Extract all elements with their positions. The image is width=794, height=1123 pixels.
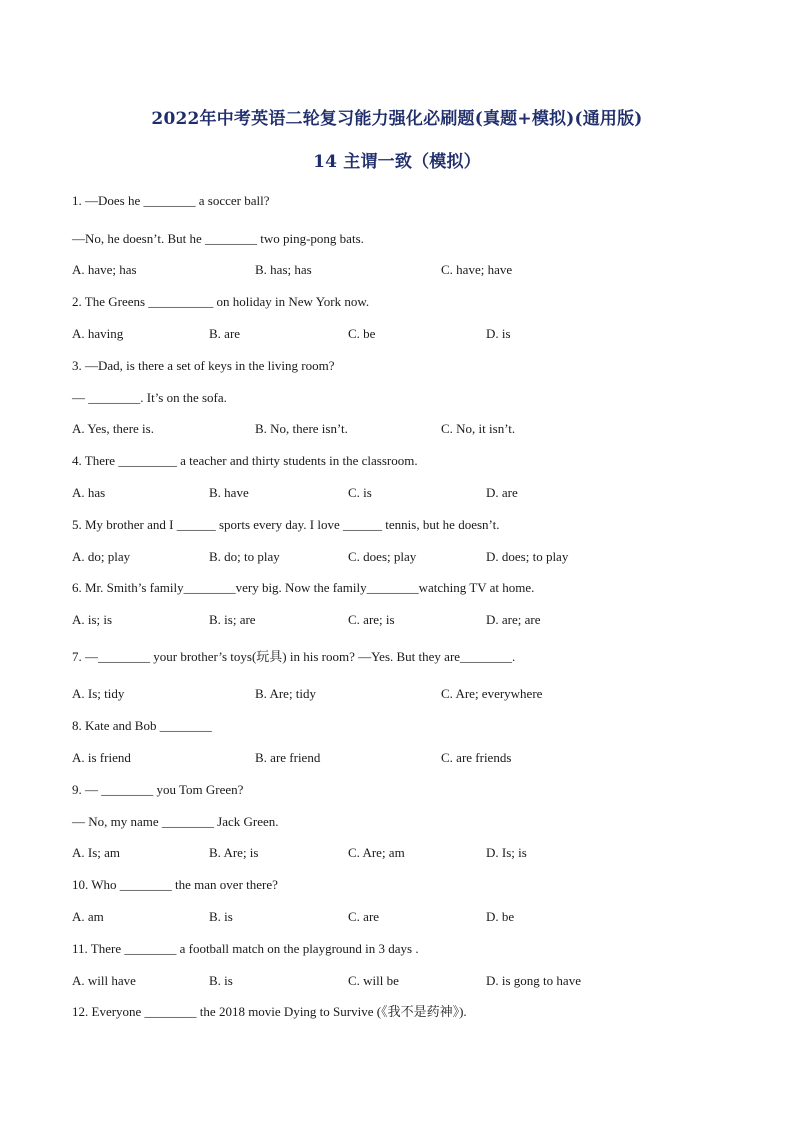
question-7-option-b: B. Are; tidy xyxy=(255,686,317,701)
question-9-option-b: B. Are; is xyxy=(209,845,259,860)
question-5-option-a: A. do; play xyxy=(72,549,131,564)
question-6-stem: 6. Mr. Smith’s family________very big. Now the family________watching TV at home. xyxy=(72,580,535,595)
question-10-option-b: B. is xyxy=(209,909,233,924)
question-4-option-c: C. is xyxy=(348,485,372,500)
question-4-stem: 4. There _________ a teacher and thirty students in the classroom. xyxy=(72,453,418,468)
question-5-stem: 5. My brother and I ______ sports every day. I love ______ tennis, but he doesn’t. xyxy=(72,517,500,532)
question-10-stem: 10. Who ________ the man over there? xyxy=(72,877,278,892)
question-10-option-a: A. am xyxy=(72,909,104,924)
question-9-option-d: D. Is; is xyxy=(486,845,527,860)
question-8-option-b: B. are friend xyxy=(255,750,321,765)
question-6-option-c: C. are; is xyxy=(348,612,395,627)
question-1-option-b: B. has; has xyxy=(255,262,312,277)
question-7-option-a: A. Is; tidy xyxy=(72,686,125,701)
question-1-stem-2: —No, he doesn’t. But he ________ two ping-pong bats. xyxy=(72,231,364,246)
question-9-option-a: A. Is; am xyxy=(72,845,121,860)
question-5-option-d: D. does; to play xyxy=(486,549,569,564)
document-subtitle: 14 主谓一致（模拟） xyxy=(313,152,481,172)
question-11-option-d: D. is gong to have xyxy=(486,973,581,988)
question-3-option-a: A. Yes, there is. xyxy=(72,421,154,436)
question-11-option-b: B. is xyxy=(209,973,233,988)
question-1-stem: 1. —Does he ________ a soccer ball? xyxy=(72,193,270,208)
question-2-option-c: C. be xyxy=(348,326,376,341)
question-5-option-c: C. does; play xyxy=(348,549,417,564)
question-7-option-c: C. Are; everywhere xyxy=(441,686,543,701)
question-2-stem: 2. The Greens __________ on holiday in New York now. xyxy=(72,294,370,309)
question-2-option-b: B. are xyxy=(209,326,241,341)
question-11-stem: 11. There ________ a football match on the playground in 3 days . xyxy=(72,941,419,956)
question-4-option-a: A. has xyxy=(72,485,106,500)
question-4-option-d: D. are xyxy=(486,485,518,500)
question-6-option-a: A. is; is xyxy=(72,612,113,627)
question-9-stem: 9. — ________ you Tom Green? xyxy=(72,782,244,797)
question-10-option-c: C. are xyxy=(348,909,380,924)
question-11-option-c: C. will be xyxy=(348,973,399,988)
question-12-stem: 12. Everyone ________ the 2018 movie Dying to Survive (《我不是药神》). xyxy=(72,1004,467,1019)
question-2-option-d: D. is xyxy=(486,326,511,341)
question-1-option-a: A. have; has xyxy=(72,262,137,277)
question-6-option-d: D. are; are xyxy=(486,612,541,627)
question-10-option-d: D. be xyxy=(486,909,515,924)
question-6-option-b: B. is; are xyxy=(209,612,256,627)
question-8-option-c: C. are friends xyxy=(441,750,512,765)
question-3-option-c: C. No, it isn’t. xyxy=(441,421,516,436)
question-3-stem: 3. —Dad, is there a set of keys in the living room? xyxy=(72,358,335,373)
question-3-stem-2: — ________. It’s on the sofa. xyxy=(72,390,227,405)
question-2-option-a: A. having xyxy=(72,326,124,341)
question-9-stem-2: — No, my name ________ Jack Green. xyxy=(72,814,279,829)
question-7-stem: 7. —________ your brother’s toys(玩具) in his room? —Yes. But they are________. xyxy=(72,649,516,664)
question-5-option-b: B. do; to play xyxy=(209,549,280,564)
question-8-stem: 8. Kate and Bob ________ xyxy=(72,718,212,733)
question-11-option-a: A. will have xyxy=(72,973,136,988)
question-8-option-a: A. is friend xyxy=(72,750,131,765)
question-3-option-b: B. No, there isn’t. xyxy=(255,421,348,436)
question-4-option-b: B. have xyxy=(209,485,249,500)
question-1-option-c: C. have; have xyxy=(441,262,513,277)
document-title: 2022年中考英语二轮复习能力强化必刷题(真题+模拟)(通用版) xyxy=(151,109,643,129)
question-9-option-c: C. Are; am xyxy=(348,845,405,860)
